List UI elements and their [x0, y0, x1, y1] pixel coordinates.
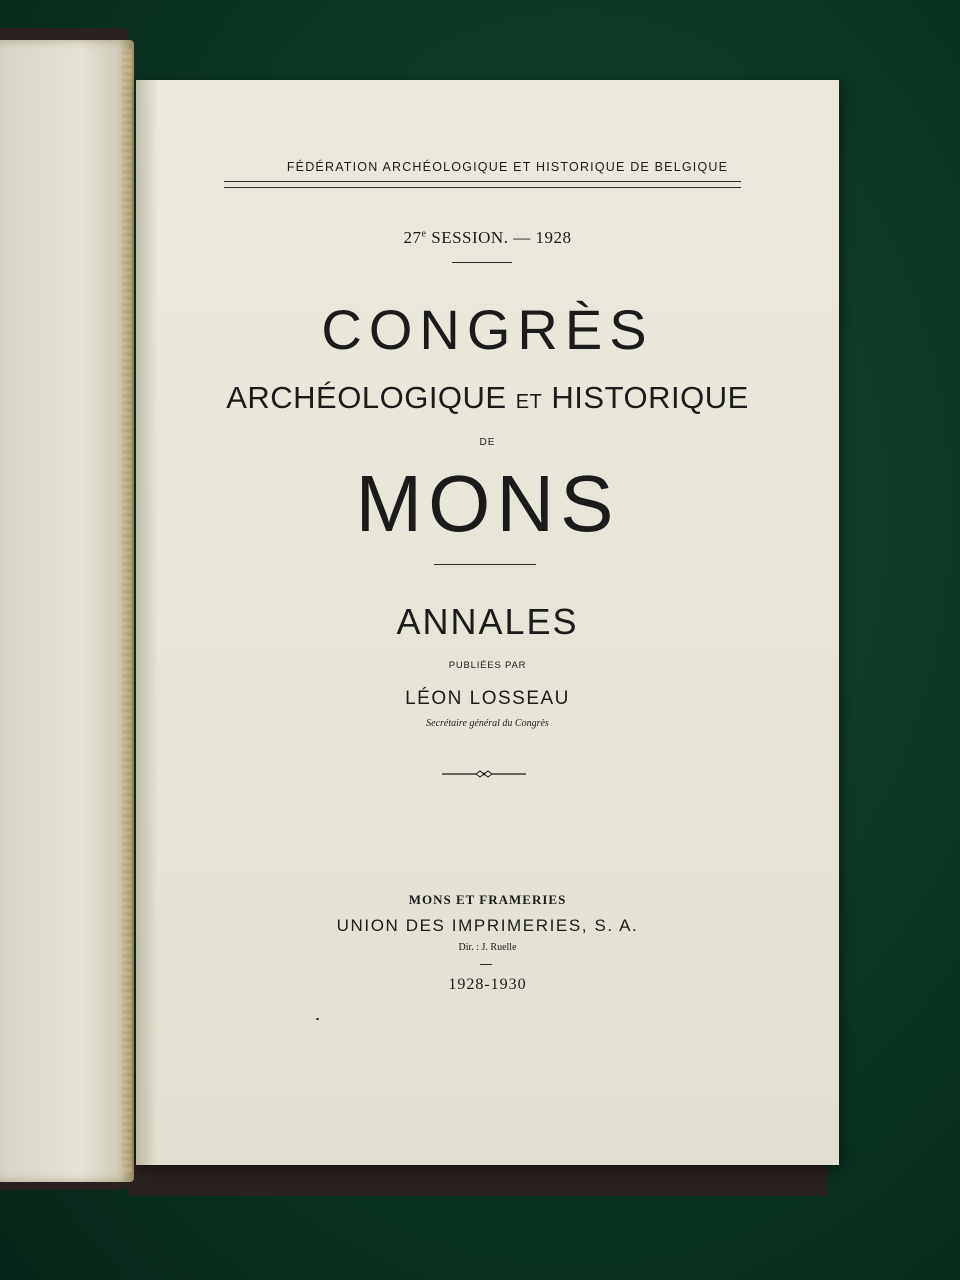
- subtitle-historique: HISTORIQUE: [551, 380, 749, 415]
- printer-name: UNION DES IMPRIMERIES, S. A.: [336, 916, 639, 935]
- printer-director: Dir. : J. Ruelle: [458, 942, 517, 953]
- federation-heading: FÉDÉRATION ARCHÉOLOGIQUE ET HISTORIQUE DE BELGIQUE: [286, 160, 729, 174]
- session-suffix: e: [421, 228, 427, 240]
- session-number: 27: [403, 228, 422, 247]
- title-congres: CONGRÈS: [321, 298, 654, 361]
- paper-speck: [316, 1018, 319, 1020]
- title-de: DE: [479, 437, 496, 448]
- subtitle-archeologique: ARCHÉOLOGIQUE: [226, 380, 507, 415]
- left-page: [0, 40, 134, 1182]
- title-mons: MONS: [355, 459, 620, 548]
- session-rule: [452, 262, 512, 263]
- publiees-par: PUBLIÉES PAR: [448, 660, 527, 671]
- author-name: LÉON LOSSEAU: [405, 688, 570, 709]
- title-subtitle: [136, 382, 839, 413]
- publication-years: 1928-1930: [448, 976, 527, 993]
- subtitle-et: ET: [515, 391, 543, 413]
- director-rule: [480, 964, 492, 965]
- session-line: [136, 228, 839, 248]
- page-binding: [122, 50, 132, 1172]
- mons-rule: [434, 564, 536, 565]
- double-rule: [224, 181, 741, 188]
- publisher-place: MONS ET FRAMERIES: [408, 892, 567, 907]
- title-page: [136, 80, 839, 1165]
- book-cover-bottom: [128, 1160, 828, 1196]
- annales-heading: ANNALES: [396, 601, 579, 642]
- session-text: SESSION. — 1928: [426, 228, 572, 247]
- author-role: Secrétaire général du Congrès: [426, 718, 549, 729]
- ornament-flourish: [442, 768, 526, 780]
